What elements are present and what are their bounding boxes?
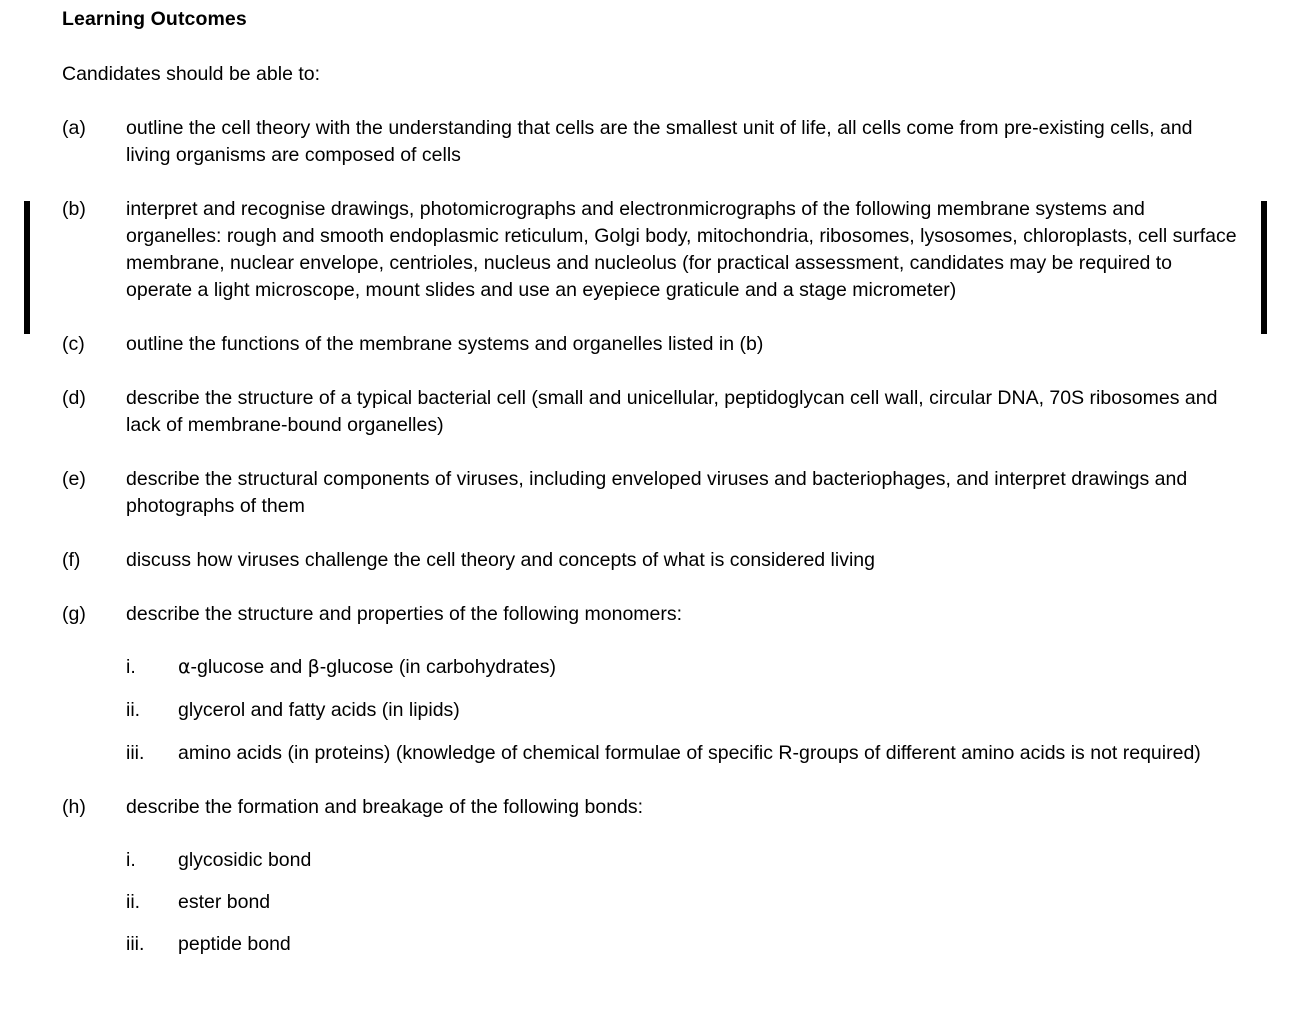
outcome-label-f: (f) [62,549,81,571]
change-bar-left [24,201,30,334]
outcome-text-d: describe the structure of a typical bacterial cell (small and unicellular, peptidoglycan cell wall, circular DNA, 70S ribosomes and lack of membrane-bound organelles) [126,387,1218,436]
sublist-g-item-i [126,654,1237,681]
outcome-item-c [62,331,1237,358]
outcome-label-g: (g) [62,603,86,625]
outcome-label-e: (e) [62,468,86,490]
outcome-item-e [62,466,1237,520]
outcome-label-a: (a) [62,117,86,139]
outcome-label-b: (b) [62,198,86,220]
outcome-body-g [126,601,1237,767]
alpha-glyph: α [178,656,191,678]
outcome-item-h [62,794,1237,973]
sublist-h [126,847,1237,958]
roman-marker: ii. [126,699,141,721]
outcome-text-b: interpret and recognise drawings, photomicrographs and electronmicrographs of the following membrane systems and organelles: rough and smooth endoplasmic reticulum, Golgi body, mitochondria, ribosomes, lysosomes, chloroplasts, cell surface membrane, nuclear envelope, centrioles, nucleus and nucleolus (for practical assessment, candidates may be required to operate a light microscope, mount slides and use an eyepiece graticule and a stage micrometer) [126,198,1237,301]
outcome-body-f [126,547,1237,574]
sublist-g [126,654,1237,767]
roman-marker: ii. [126,891,141,913]
outcome-item-g [62,601,1237,767]
alpha-glucose-text: -glucose and [190,656,308,678]
roman-marker: i. [126,656,136,678]
outcome-body-a [126,115,1237,169]
sublist-h-text-ii: ester bond [178,891,271,913]
outcome-text-h: describe the formation and breakage of the following bonds: [126,796,644,818]
outcome-item-d [62,385,1237,439]
outcome-text-g: describe the structure and properties of the following monomers: [126,603,683,625]
outcome-body-e [126,466,1237,520]
roman-marker: i. [126,849,136,871]
outcome-text-c: outline the functions of the membrane systems and organelles listed in (b) [126,333,764,355]
sublist-g-text-ii: glycerol and fatty acids (in lipids) [178,699,460,721]
sublist-g-text-iii: amino acids (in proteins) (knowledge of chemical formulae of specific R-groups of different amino acids is not required) [178,742,1201,764]
sublist-h-text-i: glycosidic bond [178,849,312,871]
outcome-text-a: outline the cell theory with the understanding that cells are the smallest unit of life, all cells come from pre-existing cells, and living organisms are composed of cells [126,117,1193,166]
sublist-h-item-ii [126,889,1237,916]
sublist-h-item-i [126,847,1237,874]
sublist-g-text-i [178,654,1237,681]
outcome-text-f: discuss how viruses challenge the cell theory and concepts of what is considered living [126,549,875,571]
outcome-label-h: (h) [62,796,86,818]
page-title: Learning Outcomes [62,8,247,30]
beta-glyph: β [307,656,320,678]
beta-glucose-text: -glucose (in carbohydrates) [319,656,557,678]
outcome-item-f [62,547,1237,574]
sublist-h-text-iii: peptide bond [178,933,291,955]
sublist-h-item-iii [126,931,1237,958]
roman-marker: iii. [126,933,145,955]
outcome-label-c: (c) [62,333,85,355]
outcome-item-b [62,196,1237,304]
outcome-body-c [126,331,1237,358]
outcome-body-d [126,385,1237,439]
roman-marker: iii. [126,742,145,764]
intro-text: Candidates should be able to: [62,63,321,85]
outcome-item-a [62,115,1237,169]
outcome-body-b [126,196,1237,304]
sublist-g-item-iii [126,740,1237,767]
change-bar-right [1261,201,1267,334]
content-column [62,6,1237,973]
outcome-text-e: describe the structural components of viruses, including enveloped viruses and bacteriophages, and interpret drawings and photographs of them [126,468,1188,517]
outcome-body-h [126,794,1237,973]
sublist-g-item-ii [126,697,1237,724]
outcome-label-d: (d) [62,387,86,409]
